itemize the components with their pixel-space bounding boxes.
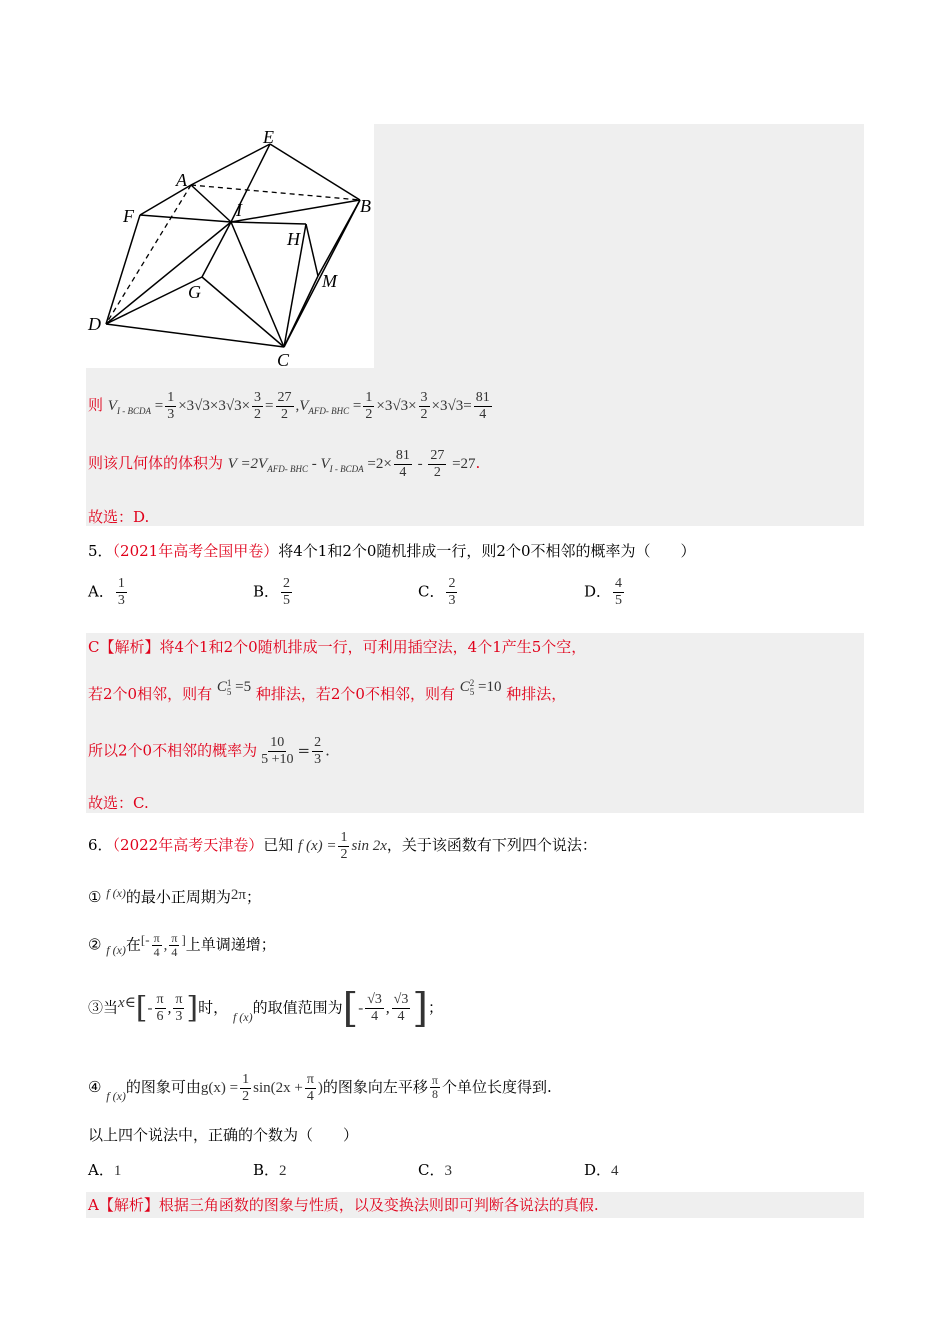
s3-text-b: 时， [198,998,229,1017]
q5-option-a[interactable] [88,576,129,609]
s3-pi-2: π [175,992,183,1007]
s4-eight: 8 [431,1087,438,1102]
s3-sqrt3: √3 [367,992,382,1007]
q6-statement-2 [88,932,276,959]
sol3-rden: 3 [314,752,322,767]
s3-four-2: 4 [397,1009,405,1024]
s2-pi-2: π [171,931,178,945]
option-den: 3 [117,593,125,608]
total-a-sub: AFD- BHC [267,463,308,474]
s4-four: 4 [306,1089,314,1104]
q6-option-d[interactable] [584,1159,619,1182]
s2-text-a: 在 [125,935,141,954]
label-C: C [277,350,290,368]
s4-close: ) [317,1079,323,1096]
option-num: 2 [283,576,291,591]
s1-mark: ① [88,888,102,906]
total-d: - [413,455,427,472]
q6-source: （2022年高考天津卷） [112,835,264,854]
s4-f: f (x) [106,1088,126,1103]
total-e: =27 [448,455,476,472]
s3-four: 4 [371,1009,379,1024]
q6-statement-3: ③当x∈[- $\frac{\pi}{6}$ , $\frac{\pi}{3}$ ]时， $_{f (x)}$的取值范围为[- $\frac{√3}{4}$ , $\frac{√3}{4}$ ]； [88,985,443,1032]
option-label: A． [88,1161,114,1179]
q5-stem-text: 将4个1和2个0随机排成一行，则2个0不相邻的概率为（ ） [278,542,696,560]
comb-sup: 1 [226,677,232,688]
s1-end: ； [245,888,261,906]
option-label: A． [88,582,114,601]
s3-six: 6 [156,1009,164,1024]
total-b-sub: I - BCDA [329,463,364,474]
q5-answer: 故选：C. [88,794,149,812]
q5-sol-line1: C【解析】将4个1和2个0随机排成一行，可利用插空法，4个1产生5个空， [88,638,587,656]
q5-source: （2021年高考全国甲卷） [112,542,279,560]
s3-text-a: 当 [103,998,119,1017]
s2-lb: [- [140,931,150,947]
sol2-b: 种排法，若2个0不相邻，则有 [255,685,455,703]
option-den: 5 [283,593,291,608]
option-label: C． [418,582,445,601]
label-A: A [176,170,187,190]
option-value: 2 [279,1163,287,1179]
q6-option-c[interactable] [418,1159,452,1182]
comb-c: C [459,679,470,695]
comb-c: C [216,679,227,695]
v-subscript-2: AFD- BHC [308,405,350,416]
label-E: E [263,127,274,147]
s4-mark: ④ [88,1077,102,1096]
comb-sub: 5 [226,686,232,697]
s2-pi: π [153,931,160,945]
s3-text-c: 的取值范围为 [252,998,343,1017]
q5-sol-line3 [88,735,330,768]
s4-g: g(x) = [200,1079,239,1096]
sol4-volume-line [88,390,494,423]
s1-f: f (x) [106,886,126,900]
option-label: C． [418,1161,445,1179]
sol4-total-line [88,448,480,481]
sol3-a: 所以2个0不相邻的概率为 [88,741,258,760]
sol3-den: 5 +10 [261,752,294,767]
sol4-formula: $V_{I - BCDA}$ = $\frac{1}{3}$ ×3√3×3√3× $\frac{3}{2}$ = $\frac{27}{2}$ $,V_{AFD- BHC}$ = $\frac{1}{2}$ ×3√3× $\frac{3}{2}$ ×3√3= $\frac{81}{4}$ [107,390,490,422]
solution-block-q5 [86,633,864,813]
s2-rb: ] [181,931,186,947]
option-den: 3 [448,593,456,608]
v-subscript: I - BCDA [116,405,151,416]
v-symbol: V [107,397,117,414]
q6-sol-line1: A【解析】根据三角函数的图象与性质，以及变换法则即可判断各说法的真假. [88,1196,599,1214]
polyhedron-diagram [86,124,374,368]
sol4-total-formula: $V =2V_{AFD- BHC} - V_{I - BCDA} =2\times$ $\frac{81}{4}$ - $\frac{27}{2}$ =27 [227,448,476,480]
label-B: B [360,196,371,216]
sol3-rnum: 2 [314,735,322,750]
comb-val: =5 [231,679,252,695]
s2-text-b: 上单调递增； [185,935,276,954]
s2-four: 4 [153,945,160,959]
option-label: B． [253,582,280,601]
q6-option-b[interactable] [253,1159,287,1182]
expr3: ×3√3= [431,397,472,414]
total-b: - V [307,455,330,472]
sol2-a: 若2个0相邻，则有 [88,685,213,703]
q6-statement-4 [88,1072,552,1105]
total-end: . [475,453,481,472]
q6-f: f (x) = [298,837,337,854]
label-I: I [236,200,242,220]
q6-stem [88,830,597,863]
s3-minus: - [147,1000,153,1017]
comb-sub: 5 [469,686,475,697]
comb-sup: 2 [469,677,475,688]
s3-sqrt3-2: √3 [393,992,409,1007]
v-symbol-2: V [299,397,309,414]
s4-text-b: 的图象向左平移 [322,1077,428,1096]
sol4-total-prefix: 则该几何体的体积为 [88,453,224,472]
q6-stem-a: 已知 [263,835,294,854]
expr2: ×3√3× [376,397,417,414]
q6-option-a[interactable] [88,1159,121,1182]
option-num: 1 [117,576,125,591]
sol3-eq: = [297,741,311,760]
option-num: 4 [615,576,623,591]
expr1: ×3√3×3√3× [178,397,251,414]
option-value: 4 [611,1163,619,1179]
s3-mark: ③ [88,998,104,1017]
s2-f: f (x) [106,942,126,957]
s1-text: 的最小正周期为 [125,888,231,906]
sol3-end: . [325,741,330,760]
q6-statement-1 [88,886,261,909]
option-value: 3 [444,1163,452,1179]
s3-end: ； [427,998,443,1017]
option-den: 5 [615,593,623,608]
s4-pi: π [306,1072,314,1087]
s3-pi: π [156,992,164,1007]
comb-1 [217,679,251,695]
option-num: 2 [448,576,456,591]
q6-sin: sin 2x [351,837,387,854]
q6-stem-b: ，关于该函数有下列四个说法： [386,835,597,854]
q6-question: 以上四个说法中，正确的个数为（ ） [88,1126,359,1144]
label-H: H [287,229,300,249]
s2-comma: , [163,937,168,954]
sol4-answer: 故选：D. [88,508,150,526]
geometry-figure [86,124,374,368]
option-value: 1 [113,1163,122,1179]
q5-stem [88,540,696,562]
option-label: B． [253,1161,280,1179]
comb-2 [460,679,502,695]
s4-pi-2: π [431,1073,438,1088]
q5-option-b[interactable] [253,576,294,609]
s3-three: 3 [175,1009,183,1024]
option-label: D． [584,1161,612,1179]
s3-minus-2: - [358,1000,364,1017]
q5-sol-line2 [88,677,567,706]
s2-four-2: 4 [171,945,178,959]
s3-f: f (x) [232,1009,253,1024]
sol2-d: 种排法， [506,685,567,703]
q6-function: f (x) = $\frac{1}{2}$ sin 2x [298,830,387,862]
label-D: D [88,314,101,334]
label-M: M [322,271,337,291]
s4-g-func: g(x) = $\frac{1}{2}$ sin(2x + $\frac{\pi}{4}$ ) [200,1072,323,1104]
total-c: =2× [363,455,392,472]
q6-number: 6． [88,835,113,854]
comb-val: =10 [474,679,502,695]
sol3-num: 10 [270,735,285,750]
s2-mark: ② [88,935,102,954]
s4-text-a: 的图象可由 [125,1077,201,1096]
total-a: V =2V [227,455,268,472]
q5-number: 5． [88,542,113,560]
s1-val: 2π [230,887,246,903]
option-label: D． [584,582,612,601]
q5-option-c[interactable] [418,576,459,609]
s3-x: x∈ [118,994,136,1011]
sol4-prefix: 则 [88,395,104,414]
s4-text-c: 个单位长度得到. [441,1077,552,1096]
label-F: F [123,206,134,226]
q5-option-d[interactable] [584,576,626,609]
s4-sin: sin(2x + [253,1079,303,1096]
label-G: G [188,282,201,302]
